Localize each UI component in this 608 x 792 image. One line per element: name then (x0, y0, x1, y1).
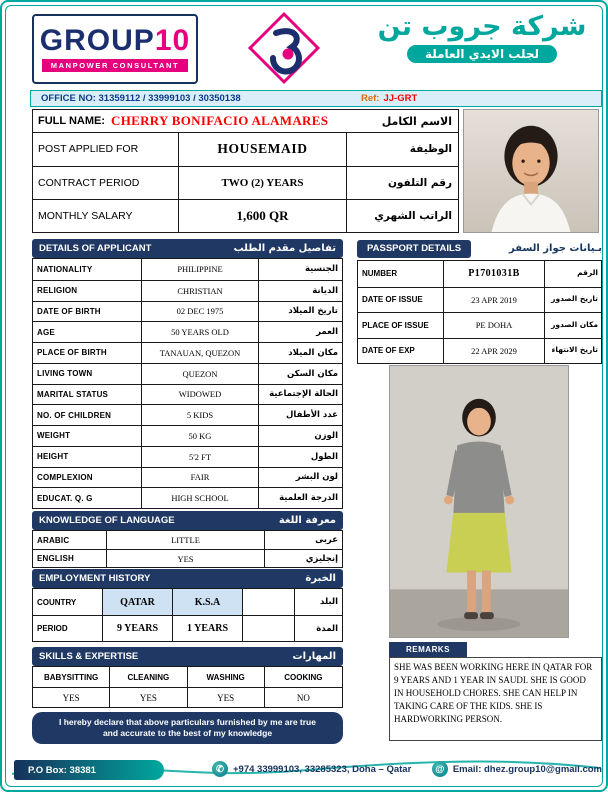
detail-label-arabic: الدرجة العلمية (279, 493, 338, 504)
skill-value: NO (296, 692, 310, 703)
table-row (33, 199, 458, 232)
detail-label: AGE (33, 322, 142, 342)
detail-label-arabic: مكان السكن (287, 368, 338, 379)
employment-label-arabic: البلد (320, 597, 338, 607)
detail-label-arabic: الجنسية (305, 264, 338, 275)
logo-subtitle: MANPOWER CONSULTANT (42, 59, 188, 72)
details-table (32, 258, 343, 509)
passport-label-arabic: تاريخ الصدور (551, 294, 598, 304)
table-row (33, 301, 342, 322)
employment-empty-cell (243, 589, 295, 615)
detail-label: EDUCAT. Q. G (33, 488, 142, 508)
section-title-arabic: المهارات (292, 651, 336, 662)
employment-country-cell: QATAR (103, 589, 173, 615)
passport-section-header (357, 239, 602, 258)
table-row (33, 446, 342, 467)
table-row (358, 312, 601, 338)
employment-period-cell: 1 YEARS (173, 616, 243, 641)
company-name-arabic-block (368, 10, 596, 63)
table-row (358, 338, 601, 364)
detail-value: QUEZON (142, 364, 259, 384)
detail-value: 02 DEC 1975 (142, 302, 259, 322)
job-label: CONTRACT PERIOD (33, 167, 179, 199)
section-title: PASSPORT DETAILS (357, 240, 471, 258)
job-label-arabic: رقم التلفون (387, 176, 452, 189)
table-row (358, 261, 601, 287)
section-title: SKILLS & EXPERTISE (39, 651, 139, 662)
employment-empty-cell (243, 616, 295, 641)
po-box-ribbon: P.O Box: 38381 (14, 760, 164, 780)
applicant-photo (463, 109, 599, 233)
employment-table (32, 588, 343, 642)
details-section-header (32, 239, 343, 258)
employment-country-cell: K.S.A (173, 589, 243, 615)
language-table (32, 530, 343, 568)
employment-row-label: COUNTRY (33, 589, 103, 615)
detail-value: HIGH SCHOOL (142, 488, 259, 508)
full-name-value: CHERRY BONIFACIO ALAMARES (111, 113, 329, 128)
section-title: EMPLOYMENT HISTORY (39, 573, 151, 584)
passport-table (357, 260, 602, 364)
footer-email-text: Email: dhez.group10@gmail.com (452, 763, 602, 775)
passport-label: DATE OF ISSUE (358, 288, 444, 313)
passport-label: PLACE OF ISSUE (358, 313, 444, 338)
passport-label-arabic: الرقم (577, 268, 598, 278)
company-name-arabic: شركة جروب تن (377, 11, 587, 42)
diamond-logo-icon (242, 6, 326, 88)
detail-value: TANAUAN, QUEZON (142, 343, 259, 363)
detail-label-arabic: الوزن (314, 430, 338, 441)
detail-label-arabic: عدد الأطفال (286, 410, 338, 421)
detail-value: PHILIPPINE (142, 259, 259, 280)
language-label-arabic: عربى (315, 535, 338, 545)
passport-value: PE DOHA (444, 313, 545, 338)
detail-label-arabic: مكان الميلاد (288, 347, 338, 358)
detail-value: 50 YEARS OLD (142, 322, 259, 342)
job-summary-table (32, 133, 459, 233)
detail-value: 50 KG (142, 426, 259, 446)
passport-value: 22 APR 2029 (444, 339, 545, 364)
detail-value: WIDOWED (142, 385, 259, 405)
employment-row-label: PERIOD (33, 616, 103, 641)
skills-table (32, 666, 343, 708)
detail-label: WEIGHT (33, 426, 142, 446)
section-title-arabic: بـيانات جواز السفر (509, 243, 602, 254)
detail-label: PLACE OF BIRTH (33, 343, 142, 363)
table-row (33, 667, 342, 687)
job-label: MONTHLY SALARY (33, 200, 179, 232)
table-row (358, 287, 601, 313)
table-row (33, 384, 342, 405)
skill-value: YES (33, 688, 110, 707)
job-label-arabic: الراتب الشهري (374, 209, 452, 222)
passport-label-arabic: مكان الصدور (551, 319, 598, 329)
remarks-header: REMARKS (389, 642, 467, 657)
detail-value: 5'2 FT (142, 447, 259, 467)
job-label-arabic: الوظيفة (409, 143, 452, 155)
skills-section-header (32, 647, 343, 666)
detail-label-arabic: الحالة الإجتماعية (269, 389, 338, 400)
detail-label-arabic: تاريخ الميلاد (288, 306, 338, 317)
email-icon: @ (432, 761, 448, 777)
skill-header: BABYSITTING (33, 667, 110, 687)
passport-label: DATE OF EXP (358, 339, 444, 364)
skill-value: YES (188, 688, 265, 707)
reference-code (361, 93, 417, 104)
section-title-arabic: الخبرة (305, 573, 336, 584)
detail-label: HEIGHT (33, 447, 142, 467)
passport-value: 23 APR 2019 (444, 288, 545, 313)
skill-value: YES (110, 688, 187, 707)
office-contact-bar (30, 90, 602, 107)
full-name-row (32, 109, 459, 133)
detail-value: 5 KIDS (142, 405, 259, 425)
logo-word-ten: 10 (154, 24, 191, 57)
declaration-banner: I hereby declare that above particulars furnished by me are true and accurate to the best of my knowledge (32, 712, 343, 744)
detail-label: LIVING TOWN (33, 364, 142, 384)
employment-label-arabic: المدة (316, 623, 338, 634)
language-label: ENGLISH (33, 550, 107, 567)
language-value: LITTLE (107, 531, 265, 549)
table-row (33, 425, 342, 446)
full-name-label: FULL NAME: (38, 115, 106, 127)
job-value: TWO (2) YEARS (179, 167, 347, 199)
detail-label: MARITAL STATUS (33, 385, 142, 405)
ref-value: JJ-GRT (383, 93, 418, 104)
job-label: POST APPLIED FOR (33, 133, 179, 166)
company-tagline-arabic: لجلب الايدي العاملة (407, 45, 557, 63)
group10-logo (32, 14, 198, 84)
footer-phone-text: +974 33999103, 33285323, Doha – Qatar (233, 763, 412, 775)
ref-label: Ref: (361, 93, 380, 104)
employment-section-header (32, 569, 343, 588)
phone-icon: ✆ (212, 761, 228, 777)
applicant-full-photo (389, 365, 569, 638)
table-row (33, 259, 342, 280)
section-title-arabic: تفاصيل مقدم الطلب (233, 243, 336, 254)
job-value: 1,600 QR (179, 200, 347, 232)
office-numbers: OFFICE NO: 31359112 / 33999103 / 30350138 (41, 93, 241, 104)
job-value: HOUSEMAID (179, 133, 347, 166)
detail-value: CHRISTIAN (142, 281, 259, 301)
detail-label-arabic: العمر (316, 327, 338, 338)
table-row (33, 467, 342, 488)
passport-label-arabic: تاريخ الانتهاء (551, 345, 598, 355)
language-label: ARABIC (33, 531, 107, 549)
full-name-label-arabic: الاسم الكامل (381, 114, 452, 128)
detail-label: NATIONALITY (33, 259, 142, 280)
table-row (33, 363, 342, 384)
table-row (33, 487, 342, 508)
language-value: YES (107, 550, 265, 567)
section-title: KNOWLEDGE OF LANGUAGE (39, 515, 175, 526)
language-label-arabic: إنجليزي (305, 553, 338, 564)
table-row (33, 280, 342, 301)
table-row (33, 615, 342, 641)
table-row (33, 321, 342, 342)
section-title-arabic: معرفة اللغة (278, 515, 336, 526)
detail-label-arabic: لون البشر (295, 472, 338, 483)
skill-header: CLEANING (110, 667, 187, 687)
remarks-text: SHE WAS BEEN WORKING HERE IN QATAR FOR 9 YEARS AND 1 YEAR IN SAUDI. SHE IS GOOD IN HOUSEHOLD CHORES. SHE CAN HELP IN TAKING CARE OF THE KIDS. SHE IS HARDWORKING PERSON. (389, 657, 602, 741)
table-row (33, 531, 342, 549)
footer-email (432, 761, 602, 777)
detail-label: DATE OF BIRTH (33, 302, 142, 322)
table-row (33, 166, 458, 199)
logo-wordmark (40, 26, 190, 56)
detail-label-arabic: الديانة (312, 285, 338, 296)
section-title: DETAILS OF APPLICANT (39, 243, 152, 254)
passport-label: NUMBER (358, 261, 444, 287)
detail-label: NO. OF CHILDREN (33, 405, 142, 425)
skill-header: COOKING (284, 672, 323, 682)
table-row (33, 589, 342, 615)
table-row (33, 404, 342, 425)
employment-period-cell: 9 YEARS (103, 616, 173, 641)
skill-header: WASHING (188, 667, 265, 687)
table-row (33, 687, 342, 707)
table-row (33, 549, 342, 567)
footer-phone (212, 761, 411, 777)
detail-label: RELIGION (33, 281, 142, 301)
detail-label: COMPLEXION (33, 468, 142, 488)
detail-label-arabic: الطول (310, 451, 338, 462)
document-footer (8, 748, 604, 788)
table-row (33, 133, 458, 166)
logo-word-group: GROUP (39, 24, 155, 57)
language-section-header (32, 511, 343, 530)
table-row (33, 342, 342, 363)
detail-value: FAIR (142, 468, 259, 488)
passport-value: P1701031B (444, 261, 545, 287)
